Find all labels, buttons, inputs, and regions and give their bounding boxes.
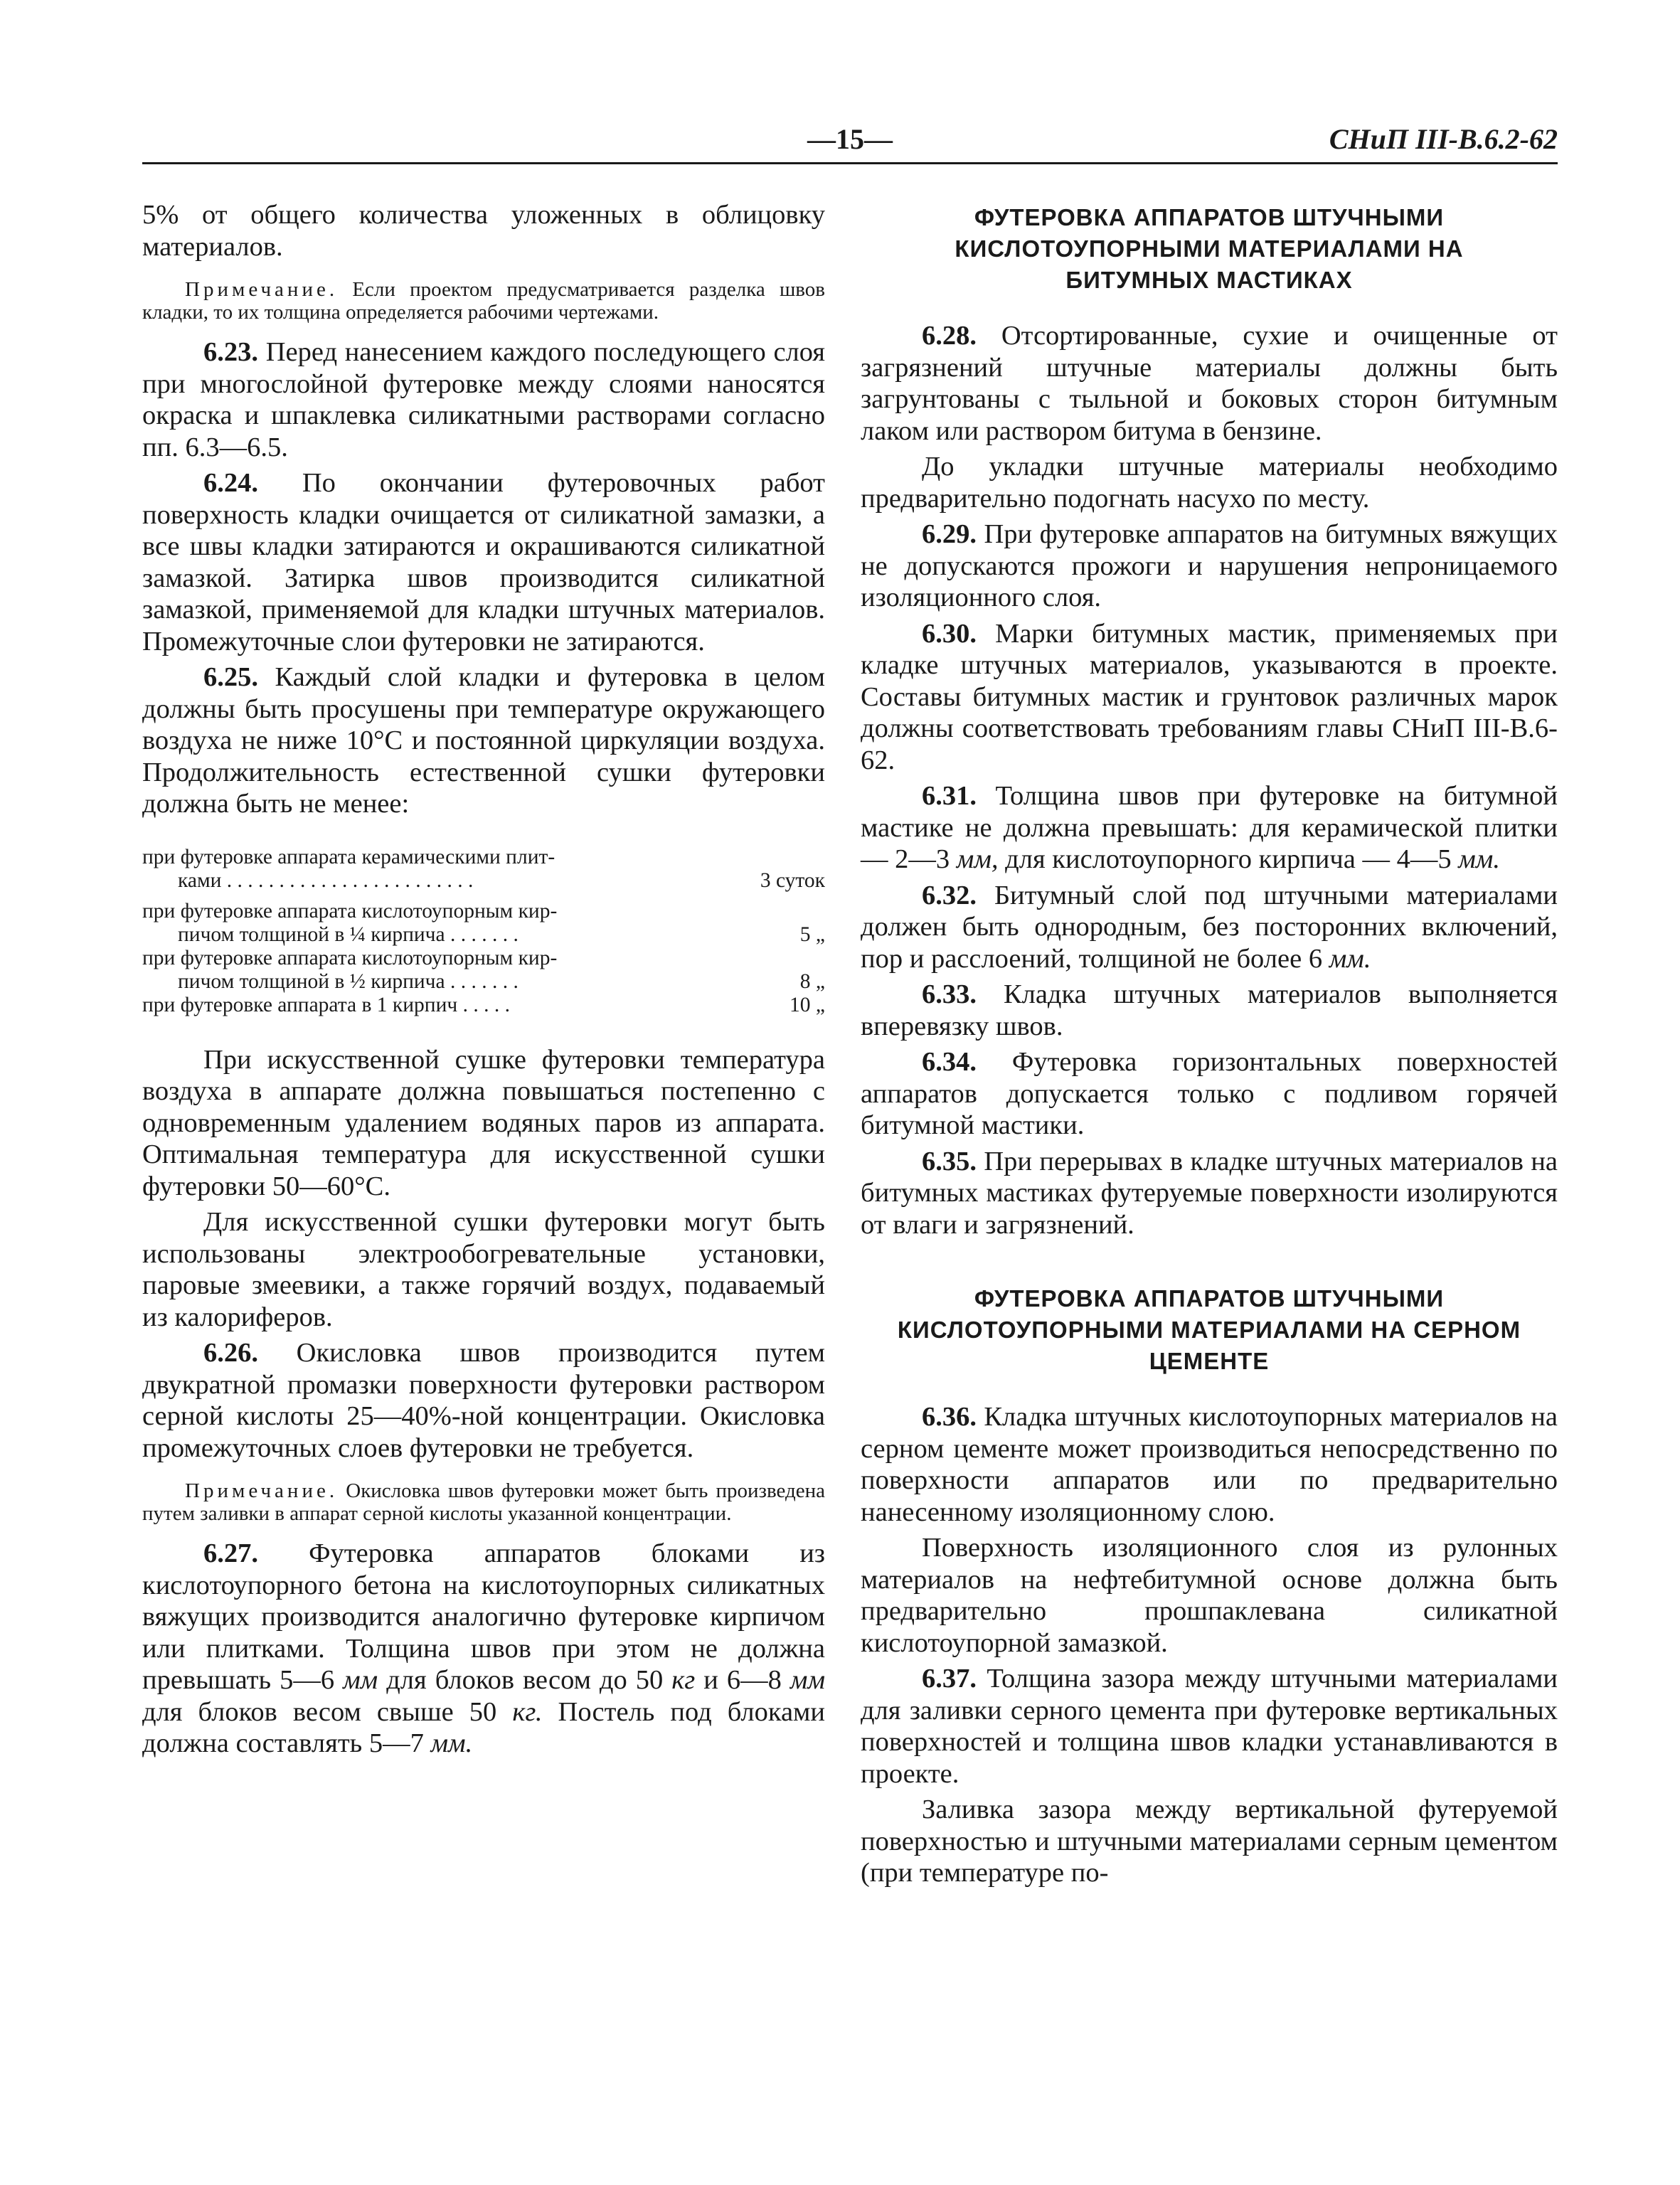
section-heading-sulfur-cement: ФУТЕРОВКА АППАРАТОВ ШТУЧНЫМИ КИСЛОТОУПОРНЫМИ МАТЕРИАЛАМИ НА СЕРНОМ ЦЕМЕНТЕ xyxy=(897,1285,1521,1374)
paragraph-6-28-b: До укладки штучные материалы необходимо предварительно подогнать насухо по месту. xyxy=(861,452,1558,514)
paragraph-text: Постель под блоками должна составлять 5—7 xyxy=(142,1696,825,1758)
unit: мм. xyxy=(430,1728,473,1758)
paragraph-number: 6.36. xyxy=(922,1402,977,1432)
note-label: Примечание. xyxy=(185,1479,339,1502)
paragraph-text: Толщина зазора между штучными материалами для заливки серного цемента при футеровке вертикальных поверхностей и толщина швов кладки устанавливаются в проекте. xyxy=(861,1664,1558,1789)
paragraph-number: 6.30. xyxy=(922,618,977,649)
header-rule xyxy=(142,162,1558,164)
paragraph-6-23 xyxy=(142,336,825,463)
row-label-line-2: пичом толщиной в ¼ кирпича . . . . . . . xyxy=(178,923,519,946)
paragraph-number: 6.28. xyxy=(922,321,977,351)
paragraph-6-36 xyxy=(861,1401,1558,1528)
right-column xyxy=(861,199,1558,1893)
paragraph-6-27 xyxy=(142,1538,825,1760)
paragraph-text: При футеровке аппаратов на битумных вяжущих не допускаются прожоги и нарушения непроницаемого изоляционного слоя. xyxy=(861,519,1558,612)
note-2 xyxy=(142,1479,825,1525)
note-1 xyxy=(142,278,825,324)
unit: кг xyxy=(671,1665,696,1695)
left-column xyxy=(142,199,825,1764)
paragraph-6-33 xyxy=(861,979,1558,1042)
unit: мм. xyxy=(1458,844,1500,874)
paragraph-number: 6.24. xyxy=(203,468,258,498)
paragraph-6-35 xyxy=(861,1146,1558,1241)
paragraph-text: для кислотоупорного кирпича — 4—5 xyxy=(998,844,1459,874)
unit: мм. xyxy=(1329,943,1371,974)
row-value: 10 „ xyxy=(790,993,825,1016)
paragraph-artificial-drying-1: При искусственной сушке футеровки температура воздуха в аппарате должна повышаться постепенно с одновременным удалением водяных паров из аппарата. Оптимальная температура для искусственной сушки футеровки 50—60°C. xyxy=(142,1044,825,1201)
paragraph-number: 6.34. xyxy=(922,1047,977,1077)
paragraph-text: Футеровка аппаратов блоками из кислотоупорного бетона на кислотоупорных силикатных вяжущих производится аналогично футеровке кирпичом или плитками. Толщина швов при этом не должна превышать 5—6 xyxy=(142,1538,826,1695)
paragraph-text: При перерывах в кладке штучных материалов на битумных мастиках футеруемые поверхности изолируются от влаги и загрязнений. xyxy=(861,1146,1558,1240)
table-row xyxy=(142,846,825,893)
row-label-line-2: пичом толщиной в ½ кирпича . . . . . . . xyxy=(178,969,519,993)
paragraph-text: Марки битумных мастик, применяемых при кладке штучных материалов, указываются в проекте. Составы битумных мастик и грунтовок различных марок должны соответствовать требованиям главы СНиП III-В.6-62. xyxy=(861,618,1558,775)
paragraph-text: и 6—8 xyxy=(695,1665,790,1695)
paragraph-number: 6.31. xyxy=(922,781,977,811)
unit: мм, xyxy=(956,844,999,874)
paragraph-artificial-drying-2: Для искусственной сушки футеровки могут быть использованы электрообогревательные установки, паровые змеевики, а также горячий воздух, подаваемый из калориферов. xyxy=(142,1207,825,1332)
note-text: Окисловка швов футеровки может быть произведена путем заливки в аппарат серной кислоты указанной концентрации. xyxy=(142,1479,826,1525)
paragraph-number: 6.27. xyxy=(203,1538,258,1568)
table-row xyxy=(142,994,825,1017)
paragraph-6-30 xyxy=(861,618,1558,777)
row-label-line-2: ками . . . . . . . . . . . . . . . . . . . . . . . . xyxy=(178,868,474,892)
table-row xyxy=(142,947,825,994)
page-header xyxy=(142,122,1558,159)
paragraph-6-31 xyxy=(861,780,1558,876)
paragraph-number: 6.25. xyxy=(203,662,258,692)
paragraph-number: 6.37. xyxy=(922,1664,977,1694)
paragraph-number: 6.26. xyxy=(203,1338,258,1368)
paragraph-6-36-b: Поверхность изоляционного слоя из рулонных материалов на нефтебитумной основе должна быть предварительно прошпаклевана силикатной кислотоупорной замазкой. xyxy=(861,1533,1558,1658)
paragraph-text: Перед нанесением каждого последующего слоя при многослойной футеровке между слоями наносятся окраска и шпаклевка силикатными растворами согласно пп. 6.3—6.5. xyxy=(142,337,825,462)
paragraph-continuation: 5% от общего количества уложенных в облицовку материалов. xyxy=(142,200,825,262)
paragraph-text: для блоков весом свыше 50 xyxy=(142,1696,513,1727)
paragraph-6-37 xyxy=(861,1663,1558,1790)
paragraph-text: Битумный слой под штучными материалами должен быть однородным, без посторонних включений, пор и расслоений, толщиной не более 6 xyxy=(861,880,1558,974)
paragraph-text: Футеровка горизонтальных поверхностей аппаратов допускается только с подливом горячей битумной мастики. xyxy=(861,1047,1558,1140)
paragraph-number: 6.33. xyxy=(922,979,977,1009)
paragraph-number: 6.35. xyxy=(922,1146,977,1176)
section-heading-bitumen: ФУТЕРОВКА АППАРАТОВ ШТУЧНЫМИ КИСЛОТОУПОРНЫМИ МАТЕРИАЛАМИ НА БИТУМНЫХ МАСТИКАХ xyxy=(955,204,1464,293)
paragraph-text: По окончании футеровочных работ поверхность кладки очищается от силикатной замазки, а все швы кладки затираются и окрашиваются силикатной замазкой. Затирка швов производится силикатной замазкой, применяемой для кладки штучных материалов. Промежуточные слои футеровки не затираются. xyxy=(142,468,825,656)
unit: мм xyxy=(343,1665,378,1695)
drying-time-table xyxy=(142,846,825,1017)
unit: мм xyxy=(790,1665,826,1695)
unit: кг. xyxy=(512,1696,543,1727)
document-code: СНиП III-В.6.2-62 xyxy=(1329,123,1558,155)
paragraph-6-34 xyxy=(861,1046,1558,1142)
paragraph-text: Толщина швов при футеровке на битумной мастике не должна превышать: для керамической плитки — 2—3 xyxy=(861,781,1558,874)
paragraph-number: 6.29. xyxy=(922,519,977,549)
row-label-line-1: при футеровке аппарата керамическими плит- xyxy=(142,845,555,868)
note-label: Примечание. xyxy=(185,278,339,301)
paragraph-text: для блоков весом до 50 xyxy=(378,1665,672,1695)
row-label-line-1: при футеровке аппарата кислотоупорным кир- xyxy=(142,946,558,969)
paragraph-6-32 xyxy=(861,880,1558,975)
row-label-line-1: при футеровке аппарата кислотоупорным кир- xyxy=(142,899,558,923)
paragraph-number: 6.23. xyxy=(203,337,258,367)
paragraph-text: Кладка штучных кислотоупорных материалов на серном цементе может производиться непосредственно по поверхности аппаратов или по предварительно нанесенному изоляционному слою. xyxy=(861,1402,1558,1527)
paragraph-text: Кладка штучных материалов выполняется вперевязку швов. xyxy=(861,979,1558,1041)
paragraph-6-37-b: Заливка зазора между вертикальной футеруемой поверхностью и штучными материалами серным цементом (при температуре по- xyxy=(861,1795,1558,1888)
page-number: —15— xyxy=(807,123,893,155)
paragraph-text: Отсортированные, сухие и очищенные от загрязнений штучные материалы должны быть загрунтованы с тыльной и боковых сторон битумным лаком или раствором битума в бензине. xyxy=(861,321,1558,446)
paragraph-text: Окисловка швов производится путем двукратной промазки поверхности футеровки раствором серной кислоты 25—40%-ной концентрации. Окисловка промежуточных слоев футеровки не требуется. xyxy=(142,1338,825,1463)
table-row xyxy=(142,900,825,947)
paragraph-6-24 xyxy=(142,467,825,657)
note-text: Если проектом предусматривается разделка швов кладки, то их толщина определяется рабочими чертежами. xyxy=(142,278,825,324)
paragraph-number: 6.32. xyxy=(922,880,977,910)
paragraph-6-25 xyxy=(142,661,825,820)
paragraph-6-29 xyxy=(861,519,1558,614)
row-value: 3 суток xyxy=(760,868,825,892)
paragraph-6-26 xyxy=(142,1337,825,1464)
row-label-line-1: при футеровке аппарата в 1 кирпич . . . . . xyxy=(142,993,510,1016)
row-value: 5 „ xyxy=(799,923,825,946)
row-value: 8 „ xyxy=(799,969,825,993)
paragraph-6-28 xyxy=(861,320,1558,447)
paragraph-text: Каждый слой кладки и футеровка в целом должны быть просушены при температуре окружающего воздуха не ниже 10°C и постоянной циркуляции воздуха. Продолжительность естественной сушки футеровки должна быть не менее: xyxy=(142,662,826,819)
